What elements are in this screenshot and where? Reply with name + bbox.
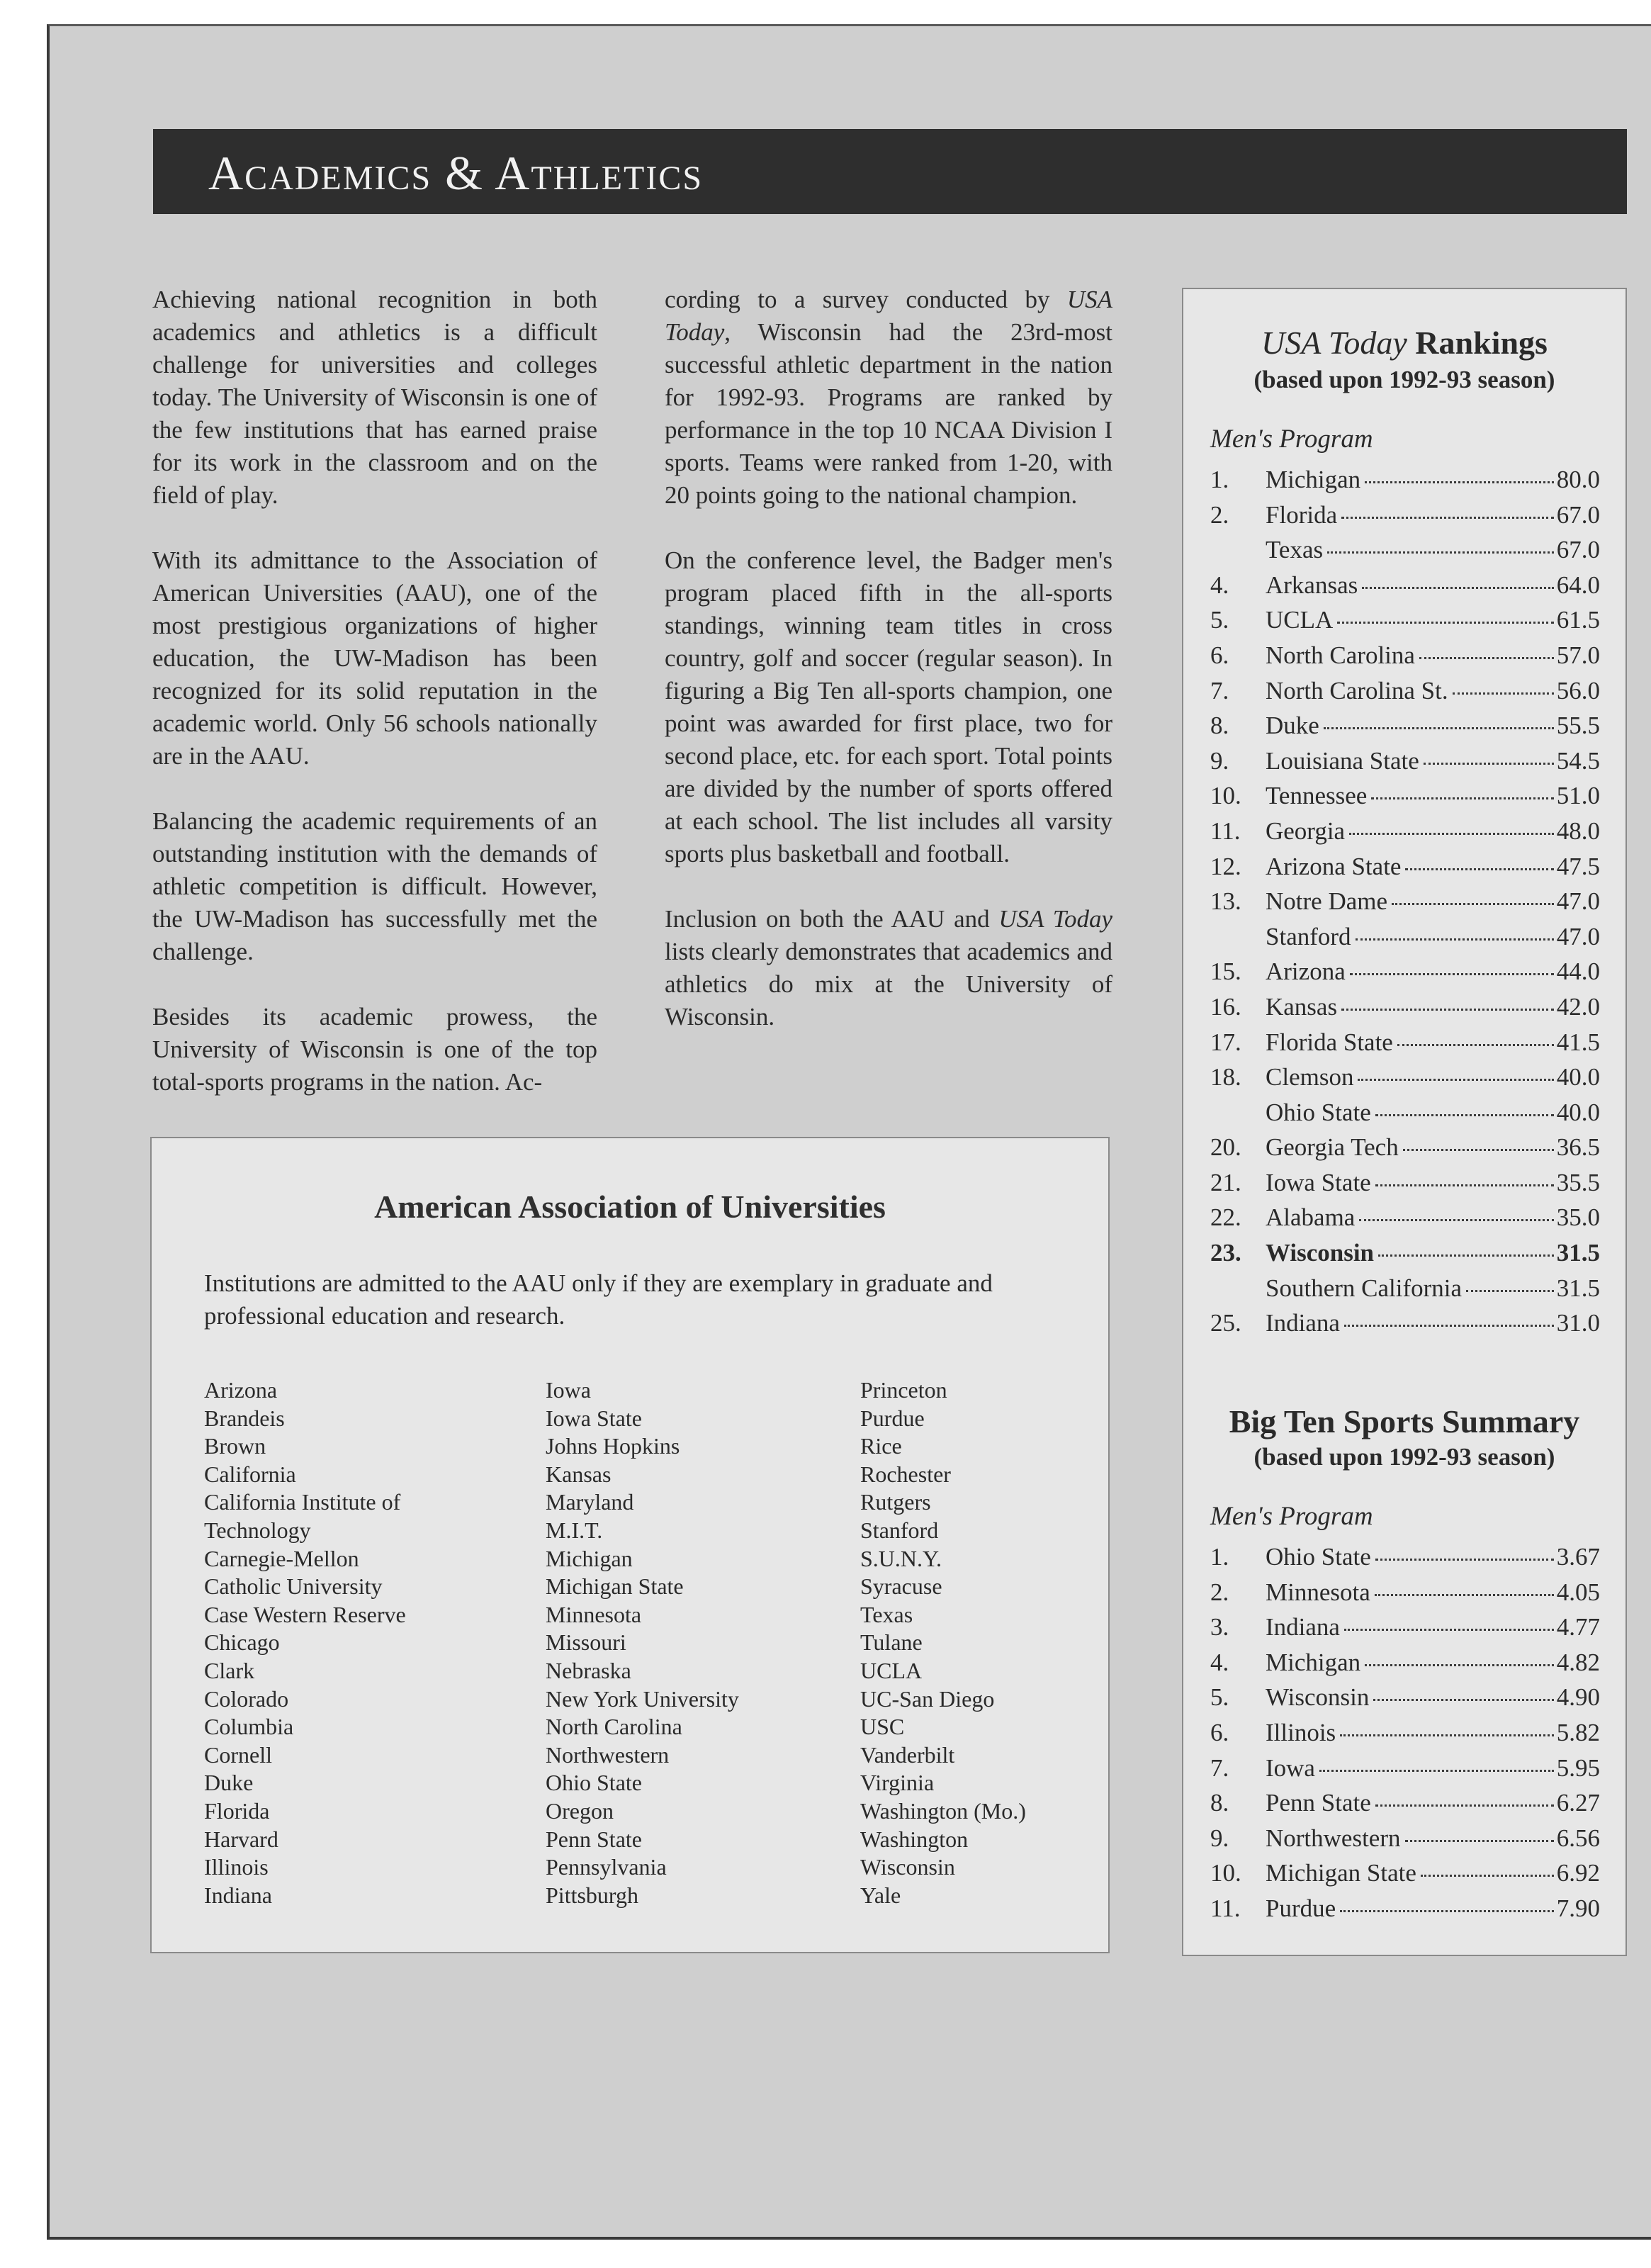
big-ten-section: Men's Program — [1210, 1502, 1373, 1531]
score: 5.95 — [1556, 1753, 1600, 1782]
ranking-row — [1210, 1130, 1600, 1165]
rank-number: 11. — [1210, 816, 1241, 845]
team-name: Purdue — [1266, 1894, 1336, 1922]
ranking-row — [1210, 1306, 1600, 1341]
banner-title: Academics & Athletics — [208, 146, 704, 200]
aau-member: Northwestern — [546, 1741, 670, 1768]
team-name: Arkansas — [1266, 571, 1358, 599]
section-banner — [153, 129, 1627, 214]
ranking-row — [1210, 989, 1600, 1025]
aau-member: Illinois — [204, 1854, 269, 1880]
team-name: Florida State — [1266, 1028, 1393, 1056]
text-run: cording to a survey conducted by — [665, 286, 1067, 313]
score: 44.0 — [1556, 958, 1600, 986]
emphasis-usa-today: USA Today — [665, 286, 1112, 346]
dot-leader — [1358, 1079, 1553, 1081]
aau-member: California — [204, 1461, 296, 1487]
paragraph: Balancing the academic requirements of an outstanding institution with the demands of athletic competition is difficult. However, the UW-Madison has successfully met the challenge. — [152, 807, 597, 965]
score: 36.5 — [1556, 1133, 1600, 1162]
score: 35.5 — [1556, 1168, 1600, 1196]
ranking-row — [1210, 1235, 1600, 1271]
aau-member: Brown — [204, 1433, 266, 1459]
aau-member: Pennsylvania — [546, 1854, 667, 1880]
aau-member: California Institute of — [204, 1489, 401, 1515]
dot-leader — [1356, 938, 1554, 941]
aau-member: Technology — [204, 1517, 311, 1543]
team-name: Minnesota — [1266, 1578, 1370, 1606]
dot-leader — [1397, 1044, 1554, 1046]
usa-today-section: Men's Program — [1210, 425, 1373, 454]
dot-leader — [1349, 833, 1554, 835]
score: 64.0 — [1556, 571, 1600, 599]
team-name: Michigan — [1266, 1648, 1361, 1676]
dot-leader — [1373, 1699, 1553, 1701]
score: 47.0 — [1556, 887, 1600, 916]
rank-number: 6. — [1210, 641, 1229, 669]
emphasis-usa-today: USA Today — [998, 905, 1112, 933]
dot-leader — [1341, 517, 1554, 519]
team-name: Arizona — [1266, 958, 1346, 986]
aau-member: Missouri — [546, 1629, 626, 1656]
ranking-row — [1210, 532, 1600, 568]
dot-leader — [1375, 1594, 1554, 1596]
aau-member: Iowa — [546, 1377, 591, 1403]
dot-leader — [1466, 1290, 1554, 1292]
dot-leader — [1365, 481, 1554, 483]
rank-number: 9. — [1210, 1824, 1229, 1852]
team-name: Clemson — [1266, 1063, 1354, 1091]
rank-number: 16. — [1210, 992, 1241, 1021]
ranking-row — [1210, 1165, 1600, 1201]
aau-member: Case Western Reserve — [204, 1601, 406, 1627]
dot-leader — [1362, 587, 1554, 589]
ranking-row — [1210, 1751, 1600, 1786]
dot-leader — [1375, 1559, 1554, 1561]
dot-leader — [1375, 1184, 1554, 1186]
score: 31.5 — [1556, 1274, 1600, 1302]
team-name: Ohio State — [1266, 1543, 1371, 1571]
rank-number: 15. — [1210, 958, 1241, 986]
aau-member: Maryland — [546, 1489, 634, 1515]
score: 5.82 — [1556, 1718, 1600, 1746]
score: 48.0 — [1556, 816, 1600, 845]
ranking-row — [1210, 1575, 1600, 1610]
rank-number: 25. — [1210, 1309, 1241, 1337]
team-name: Duke — [1266, 712, 1319, 740]
dot-leader — [1405, 1840, 1554, 1842]
aau-list-column-3 — [860, 1376, 1026, 1909]
rank-number: 5. — [1210, 606, 1229, 634]
aau-member: Oregon — [546, 1797, 614, 1824]
team-name: Florida — [1266, 500, 1338, 529]
ranking-row — [1210, 673, 1600, 709]
dot-leader — [1375, 1114, 1554, 1116]
aau-member: Columbia — [204, 1714, 294, 1740]
team-name: Ohio State — [1266, 1098, 1371, 1126]
usa-today-subtitle: (based upon 1992-93 season) — [1253, 366, 1555, 393]
ranking-row — [1210, 638, 1600, 673]
team-name: Penn State — [1266, 1789, 1371, 1817]
rank-number: 18. — [1210, 1063, 1241, 1091]
rank-number: 7. — [1210, 1753, 1229, 1782]
dot-leader — [1419, 657, 1554, 659]
dot-leader — [1403, 1149, 1554, 1151]
dot-leader — [1375, 1804, 1554, 1807]
rank-number: 22. — [1210, 1203, 1241, 1232]
aau-member: Florida — [204, 1797, 270, 1824]
score: 47.0 — [1556, 922, 1600, 950]
team-name: Southern California — [1266, 1274, 1463, 1302]
rank-number: 12. — [1210, 852, 1241, 880]
aau-member: Kansas — [546, 1461, 612, 1487]
ranking-row — [1210, 1025, 1600, 1060]
aau-list-column-2 — [546, 1376, 739, 1909]
team-name: Texas — [1266, 536, 1324, 564]
big-ten-subtitle: (based upon 1992-93 season) — [1253, 1443, 1555, 1471]
aau-member: Stanford — [860, 1517, 939, 1543]
aau-member: Duke — [204, 1770, 254, 1796]
aau-member: Minnesota — [546, 1601, 642, 1627]
score: 4.77 — [1556, 1613, 1600, 1641]
ranking-row — [1210, 743, 1600, 779]
dot-leader — [1344, 1629, 1554, 1631]
ranking-row — [1210, 778, 1600, 814]
usa-today-ranking-list — [1210, 462, 1600, 1341]
score: 47.5 — [1556, 852, 1600, 880]
aau-member: Brandeis — [204, 1405, 285, 1431]
aau-member: Michigan State — [546, 1573, 684, 1600]
score: 40.0 — [1556, 1098, 1600, 1126]
paragraph — [665, 903, 1112, 1033]
rank-number: 7. — [1210, 676, 1229, 704]
aau-member: Rice — [860, 1433, 902, 1459]
dot-leader — [1378, 1254, 1554, 1257]
team-name: Wisconsin — [1266, 1239, 1375, 1267]
score: 7.90 — [1556, 1894, 1600, 1922]
rank-number: 5. — [1210, 1683, 1229, 1712]
aau-member: Purdue — [860, 1405, 925, 1431]
rank-number: 9. — [1210, 746, 1229, 775]
aau-member: Catholic University — [204, 1573, 383, 1600]
rank-number: 3. — [1210, 1613, 1229, 1641]
aau-member: Vanderbilt — [860, 1741, 955, 1768]
rank-number: 4. — [1210, 1648, 1229, 1676]
text-run: Inclusion on both the AAU and — [665, 905, 999, 933]
rank-number: 8. — [1210, 712, 1229, 740]
team-name: North Carolina — [1266, 641, 1415, 669]
score: 31.0 — [1556, 1309, 1600, 1337]
aau-member: Carnegie-Mellon — [204, 1545, 359, 1571]
dot-leader — [1327, 551, 1554, 554]
ranking-row — [1210, 814, 1600, 849]
text-column-1 — [152, 284, 597, 1131]
aau-member: Yale — [860, 1882, 901, 1908]
score: 35.0 — [1556, 1203, 1600, 1232]
aau-member: USC — [860, 1714, 905, 1740]
big-ten-title: Big Ten Sports Summary — [1229, 1403, 1580, 1439]
ranking-row — [1210, 1645, 1600, 1680]
team-name: North Carolina St. — [1266, 676, 1448, 704]
team-name: Louisiana State — [1266, 746, 1419, 775]
aau-member: Tulane — [860, 1629, 923, 1656]
dot-leader — [1392, 903, 1554, 905]
ranking-row — [1210, 602, 1600, 638]
ranking-row — [1210, 884, 1600, 919]
text-run: lists clearly demonstrates that academics and athletics do mix at the University of Wisconsin. — [665, 938, 1112, 1031]
paragraph — [665, 284, 1112, 512]
team-name: Georgia Tech — [1266, 1133, 1399, 1162]
team-name: Indiana — [1266, 1309, 1340, 1337]
aau-member: Washington — [860, 1826, 969, 1852]
team-name: Michigan State — [1266, 1859, 1416, 1887]
score: 55.5 — [1556, 712, 1600, 740]
aau-member: S.U.N.Y. — [860, 1545, 942, 1571]
score: 80.0 — [1556, 466, 1600, 493]
aau-member: New York University — [546, 1685, 739, 1712]
dot-leader — [1340, 1910, 1554, 1912]
score: 6.92 — [1556, 1859, 1600, 1887]
dot-leader — [1371, 797, 1553, 799]
aau-member: Princeton — [860, 1377, 947, 1403]
aau-intro: Institutions are admitted to the AAU only if they are exemplary in graduate and professional education and research. — [204, 1269, 993, 1330]
ranking-row — [1210, 568, 1600, 603]
score: 57.0 — [1556, 641, 1600, 669]
ranking-row — [1210, 1095, 1600, 1130]
aau-member: Texas — [860, 1601, 913, 1627]
team-name: Illinois — [1266, 1718, 1336, 1746]
score: 40.0 — [1556, 1063, 1600, 1091]
score: 61.5 — [1556, 606, 1600, 634]
aau-member: Michigan — [546, 1545, 633, 1571]
team-name: Alabama — [1266, 1203, 1356, 1232]
rank-number: 2. — [1210, 1578, 1229, 1606]
team-name: Indiana — [1266, 1613, 1340, 1641]
dot-leader — [1340, 1734, 1554, 1736]
team-name: Georgia — [1266, 816, 1346, 845]
paragraph: Besides its academic prowess, the University of Wisconsin is one of the top total-sports programs in the nation. Ac- — [152, 1003, 597, 1096]
aau-title: American Association of Universities — [374, 1189, 886, 1225]
paragraph: Achieving national recognition in both academics and athletics is a difficult challenge for universities and colleges today. The University of Wisconsin is one of the few institutions that has earned praise for its work in the classroom and on the field of play. — [152, 286, 597, 509]
team-name: Kansas — [1266, 992, 1338, 1021]
rank-number: 2. — [1210, 500, 1229, 529]
dot-leader — [1341, 1009, 1554, 1011]
aau-member: Syracuse — [860, 1573, 942, 1600]
ranking-row — [1210, 919, 1600, 955]
score: 6.56 — [1556, 1824, 1600, 1852]
dot-leader — [1365, 1664, 1554, 1666]
team-name: Northwestern — [1266, 1824, 1401, 1852]
aau-member: Colorado — [204, 1685, 289, 1712]
aau-member: Harvard — [204, 1826, 278, 1852]
ranking-row — [1210, 462, 1600, 498]
aau-member: Rutgers — [860, 1489, 931, 1515]
rank-number: 4. — [1210, 571, 1229, 599]
aau-member: Penn State — [546, 1826, 642, 1852]
aau-member: Washington (Mo.) — [860, 1797, 1026, 1824]
score: 54.5 — [1556, 746, 1600, 775]
ranking-row — [1210, 954, 1600, 989]
dot-leader — [1359, 1219, 1553, 1221]
score: 56.0 — [1556, 676, 1600, 704]
aau-member: Wisconsin — [860, 1854, 955, 1880]
aau-member: Nebraska — [546, 1657, 631, 1683]
paragraph: On the conference level, the Badger men's program placed fifth in the all-sports standings, winning team titles in cross country, golf and soccer (regular season). In figuring a Big Ten all-sports champion, one point was awarded for first place, two for second place, etc. for each sport. Total points are divided by the number of sports offered at each school. The list includes all varsity sports plus basketball and football. — [665, 546, 1112, 868]
aau-member: Rochester — [860, 1461, 951, 1487]
rank-number: 11. — [1210, 1894, 1241, 1922]
team-name: Michigan — [1266, 466, 1361, 493]
ranking-row — [1210, 1539, 1600, 1575]
aau-box — [150, 1137, 1110, 1953]
dot-leader — [1344, 1325, 1554, 1327]
dot-leader — [1453, 692, 1554, 695]
score: 4.05 — [1556, 1578, 1600, 1606]
usa-today-title — [1183, 323, 1625, 363]
score: 3.67 — [1556, 1543, 1600, 1571]
aau-member: M.I.T. — [546, 1517, 603, 1543]
team-name: Wisconsin — [1266, 1683, 1370, 1712]
ranking-row — [1210, 1891, 1600, 1926]
aau-member: Indiana — [204, 1882, 272, 1908]
team-name: Tennessee — [1266, 782, 1368, 810]
aau-member: Johns Hopkins — [546, 1433, 680, 1459]
team-name: Iowa — [1266, 1753, 1315, 1782]
ranking-row — [1210, 1856, 1600, 1891]
big-ten-ranking-list — [1210, 1539, 1600, 1926]
paragraph: With its admittance to the Association of American Universities (AAU), one of the most prestigious organizations of higher education, the UW-Madison has been recognized for its solid reputation in the academic world. Only 56 schools nationally are in the AAU. — [152, 546, 597, 770]
aau-member: Arizona — [204, 1377, 278, 1403]
aau-member: Clark — [204, 1657, 255, 1683]
aau-member: Chicago — [204, 1629, 280, 1656]
rank-number: 8. — [1210, 1789, 1229, 1817]
score: 41.5 — [1556, 1028, 1600, 1056]
ranking-row — [1210, 1271, 1600, 1306]
aau-member: UC-San Diego — [860, 1685, 995, 1712]
ranking-row — [1210, 708, 1600, 743]
aau-member: Ohio State — [546, 1770, 642, 1796]
score: 67.0 — [1556, 536, 1600, 564]
ranking-row — [1210, 1610, 1600, 1645]
rank-number: 21. — [1210, 1168, 1241, 1196]
rank-number: 13. — [1210, 887, 1241, 916]
team-name: Stanford — [1266, 922, 1351, 950]
rank-number: 1. — [1210, 1543, 1229, 1571]
score: 4.82 — [1556, 1648, 1600, 1676]
aau-member: Pittsburgh — [546, 1882, 638, 1908]
dot-leader — [1337, 622, 1553, 624]
aau-member: UCLA — [860, 1657, 923, 1683]
score: 67.0 — [1556, 500, 1600, 529]
dot-leader — [1350, 973, 1554, 975]
ranking-row — [1210, 498, 1600, 533]
ranking-row — [1210, 1680, 1600, 1715]
team-name: Arizona State — [1266, 852, 1402, 880]
rankings-box — [1182, 288, 1627, 1956]
text-run: , Wisconsin had the 23rd-most successful athletic department in the nation for 1992-93. Programs are ranked by performance in the top 10 NCAA Division I sports. Teams were ranked from 1-20, with 20 points going to the national champion. — [665, 318, 1112, 509]
rank-number: 10. — [1210, 1859, 1241, 1887]
dot-leader — [1405, 868, 1553, 870]
team-name: Iowa State — [1266, 1168, 1371, 1196]
dot-leader — [1324, 727, 1554, 729]
text-column-2 — [665, 284, 1112, 1066]
team-name: Notre Dame — [1266, 887, 1388, 916]
aau-member: Cornell — [204, 1741, 272, 1768]
ranking-row — [1210, 1821, 1600, 1856]
score: 6.27 — [1556, 1789, 1600, 1817]
aau-member: Virginia — [860, 1770, 935, 1796]
rank-number: 20. — [1210, 1133, 1241, 1162]
rank-number: 1. — [1210, 466, 1229, 493]
usa-today-title-em: USA Today — [1261, 325, 1407, 361]
score: 31.5 — [1556, 1239, 1600, 1267]
dot-leader — [1319, 1770, 1554, 1772]
team-name: UCLA — [1266, 606, 1334, 634]
ranking-row — [1210, 1715, 1600, 1751]
rank-number: 10. — [1210, 782, 1241, 810]
dot-leader — [1421, 1875, 1554, 1877]
rank-number: 23. — [1210, 1239, 1241, 1267]
ranking-row — [1210, 1060, 1600, 1095]
score: 51.0 — [1556, 782, 1600, 810]
rank-number: 6. — [1210, 1718, 1229, 1746]
aau-member: Iowa State — [546, 1405, 642, 1431]
score: 4.90 — [1556, 1683, 1600, 1712]
ranking-row — [1210, 849, 1600, 885]
score: 42.0 — [1556, 992, 1600, 1021]
ranking-row — [1210, 1785, 1600, 1821]
ranking-row — [1210, 1200, 1600, 1235]
usa-today-title-rest: Rankings — [1407, 325, 1548, 361]
rank-number: 17. — [1210, 1028, 1241, 1056]
aau-member: North Carolina — [546, 1714, 682, 1740]
aau-list-column-1 — [204, 1376, 406, 1909]
dot-leader — [1424, 763, 1554, 765]
